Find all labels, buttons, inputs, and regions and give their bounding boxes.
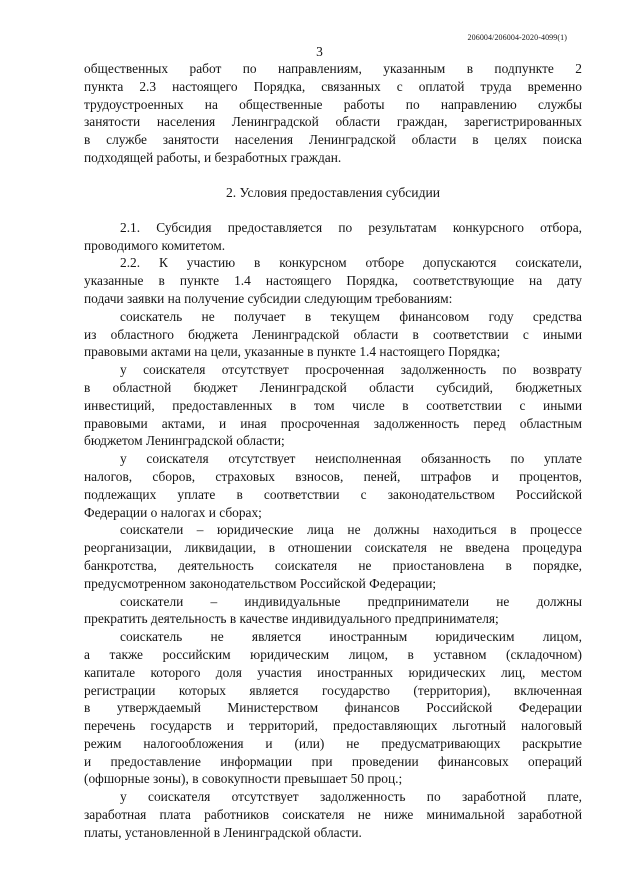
paragraph-2-1 bbox=[84, 219, 582, 255]
text-line: прекратить деятельность в качестве индивидуального предпринимателя; bbox=[84, 611, 499, 627]
text-line: бюджетом Ленинградской области; bbox=[84, 433, 285, 449]
text-line: регистрации которых является государство (территория), включенная bbox=[84, 682, 582, 698]
paragraph-2-2 bbox=[84, 254, 582, 307]
text-line: в службе занятости населения Ленинградской области в целях поиска bbox=[84, 132, 582, 148]
document-id: 206004/206004-2020-4099(1) bbox=[467, 33, 567, 42]
text-line: соискатель не является иностранным юридическим лицом, bbox=[120, 629, 582, 645]
requirement-paragraph bbox=[84, 361, 582, 450]
text-line: соискатели – индивидуальные предприниматели не должны bbox=[120, 593, 582, 609]
text-line: капитале которого доля участия иностранных юридических лиц, местом bbox=[84, 664, 582, 680]
text-line: банкротства, деятельность соискателя не приостановлена в порядке, bbox=[84, 557, 582, 573]
text-line: в областной бюджет Ленинградской области субсидий, бюджетных bbox=[84, 379, 582, 395]
text-line: у соискателя отсутствует неисполненная обязанность по уплате bbox=[120, 451, 582, 467]
text-line: режим налогообложения и (или) не предусматривающих раскрытие bbox=[84, 735, 582, 751]
text-line: инвестиций, предоставленных в том числе в соответствии с иными bbox=[84, 397, 582, 413]
section-heading: 2. Условия предоставления субсидии bbox=[225, 184, 441, 200]
text-line: перечень государств и территорий, предоставляющих льготный налоговый bbox=[84, 718, 582, 734]
text-line: и предоставление информации при проведении финансовых операций bbox=[84, 753, 582, 769]
document-body bbox=[84, 60, 582, 842]
text-line: 2.1. Субсидия предоставляется по результатам конкурсного отбора, bbox=[120, 219, 582, 235]
text-line: в утверждаемый Министерством финансов Российской Федерации bbox=[84, 700, 582, 716]
text-line: налогов, сборов, страховых взносов, пеней, штрафов и процентов, bbox=[84, 468, 582, 484]
requirement-paragraph bbox=[84, 788, 582, 841]
text-line: у соискателя отсутствует задолженность по заработной плате, bbox=[120, 789, 582, 805]
text-line: подлежащих уплате в соответствии с законодательством Российской bbox=[84, 486, 582, 502]
text-line: Федерации о налогах и сборах; bbox=[84, 504, 262, 520]
text-line: у соискателя отсутствует просроченная задолженность по возврату bbox=[120, 362, 582, 378]
page-number: 3 bbox=[316, 44, 323, 59]
requirement-paragraph bbox=[84, 521, 582, 592]
text-line: подачи заявки на получение субсидии следующим требованиям: bbox=[84, 290, 453, 306]
text-line: указанные в пункте 1.4 настоящего Порядка, соответствующие на дату bbox=[84, 273, 582, 289]
text-line: общественных работ по направлениям, указанным в подпункте 2 bbox=[84, 61, 582, 76]
requirement-paragraph bbox=[84, 308, 582, 361]
text-line: пункта 2.3 настоящего Порядка, связанных с оплатой труда временно bbox=[84, 78, 582, 94]
text-line: из областного бюджета Ленинградской области в соответствии с иными bbox=[84, 326, 582, 342]
text-line: реорганизации, ликвидации, в отношении соискателя не введена процедура bbox=[84, 540, 582, 556]
text-line: соискатели – юридические лица не должны находиться в процессе bbox=[120, 522, 582, 538]
text-line: предусмотренном законодательством Российской Федерации; bbox=[84, 575, 437, 591]
requirement-paragraph bbox=[84, 450, 582, 521]
text-line: занятости населения Ленинградской области граждан, зарегистрированных bbox=[84, 114, 582, 130]
text-line: соискатель не получает в текущем финансовом году средства bbox=[120, 308, 582, 324]
text-line: трудоустроенных на общественные работы по направлению службы bbox=[84, 96, 582, 112]
requirement-paragraph bbox=[84, 628, 582, 788]
intro-paragraph bbox=[84, 60, 582, 167]
text-line: 2.2. К участию в конкурсном отборе допускаются соискатели, bbox=[120, 255, 582, 271]
text-line: платы, установленной в Ленинградской области. bbox=[84, 824, 362, 840]
text-line: заработная плата работников соискателя не ниже минимальной заработной bbox=[84, 807, 582, 823]
text-line: правовыми актами, и иная просроченная задолженность перед областным bbox=[84, 415, 582, 431]
text-line: (офшорные зоны), в совокупности превышает 50 проц.; bbox=[84, 771, 403, 787]
text-line: а также российским юридическим лицом, в уставном (складочном) bbox=[84, 646, 582, 662]
text-line: правовыми актами на цели, указанные в пункте 1.4 настоящего Порядка; bbox=[84, 344, 501, 360]
text-line: проводимого комитетом. bbox=[84, 237, 226, 253]
text-line: подходящей работы, и безработных граждан. bbox=[84, 149, 342, 165]
requirement-paragraph bbox=[84, 593, 582, 629]
